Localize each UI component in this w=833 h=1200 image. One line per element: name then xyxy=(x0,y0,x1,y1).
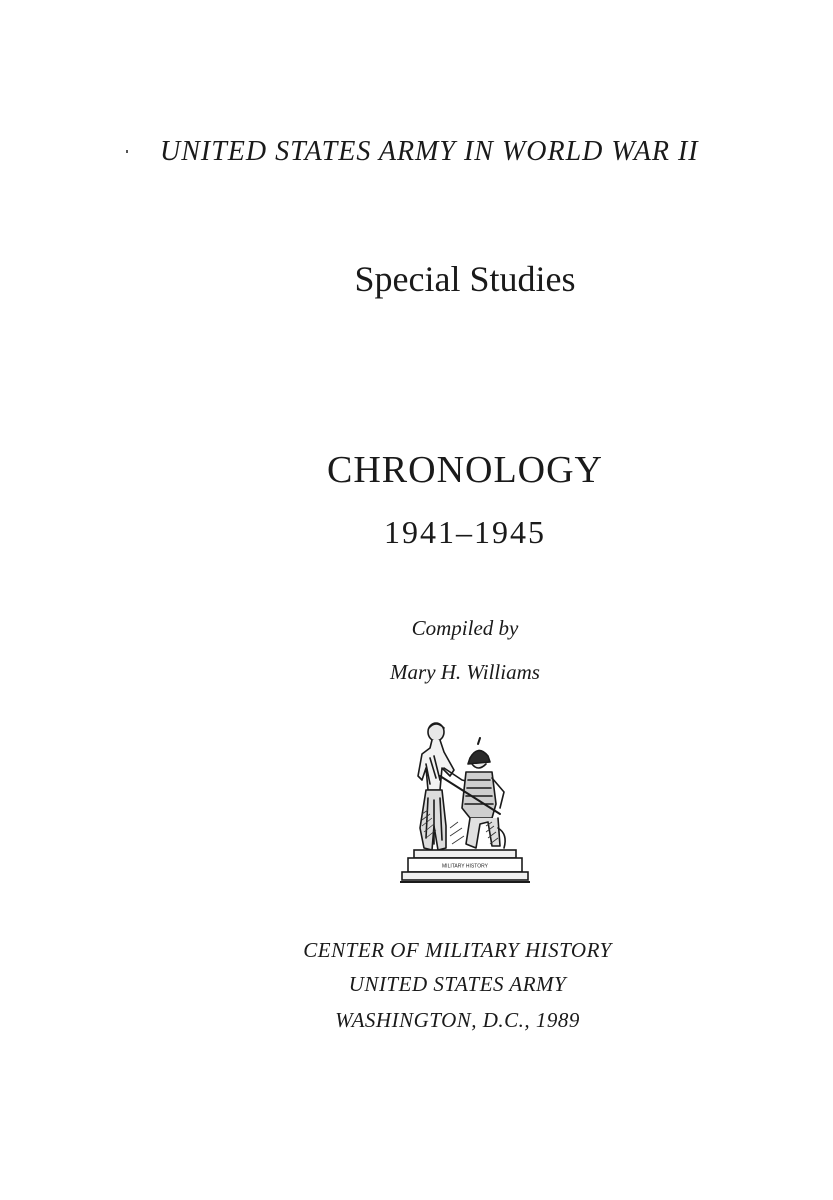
year-range: 1941–1945 xyxy=(384,514,546,550)
emblem-caption: MILITARY HISTORY xyxy=(442,863,488,870)
author-name: Mary H. Williams xyxy=(390,660,540,684)
imprint-organization: UNITED STATES ARMY xyxy=(348,972,567,996)
military-history-statue-emblem-icon xyxy=(400,718,530,886)
compiled-by-label: Compiled by xyxy=(411,616,519,640)
imprint-publisher: CENTER OF MILITARY HISTORY xyxy=(303,938,612,962)
imprint-place-date: WASHINGTON, D.C., 1989 xyxy=(335,1008,580,1032)
series-title: UNITED STATES ARMY IN WORLD WAR II xyxy=(160,136,699,167)
main-title: CHRONOLOGY xyxy=(327,449,603,491)
stray-mark xyxy=(126,150,128,153)
subseries-title: Special Studies xyxy=(354,259,576,299)
